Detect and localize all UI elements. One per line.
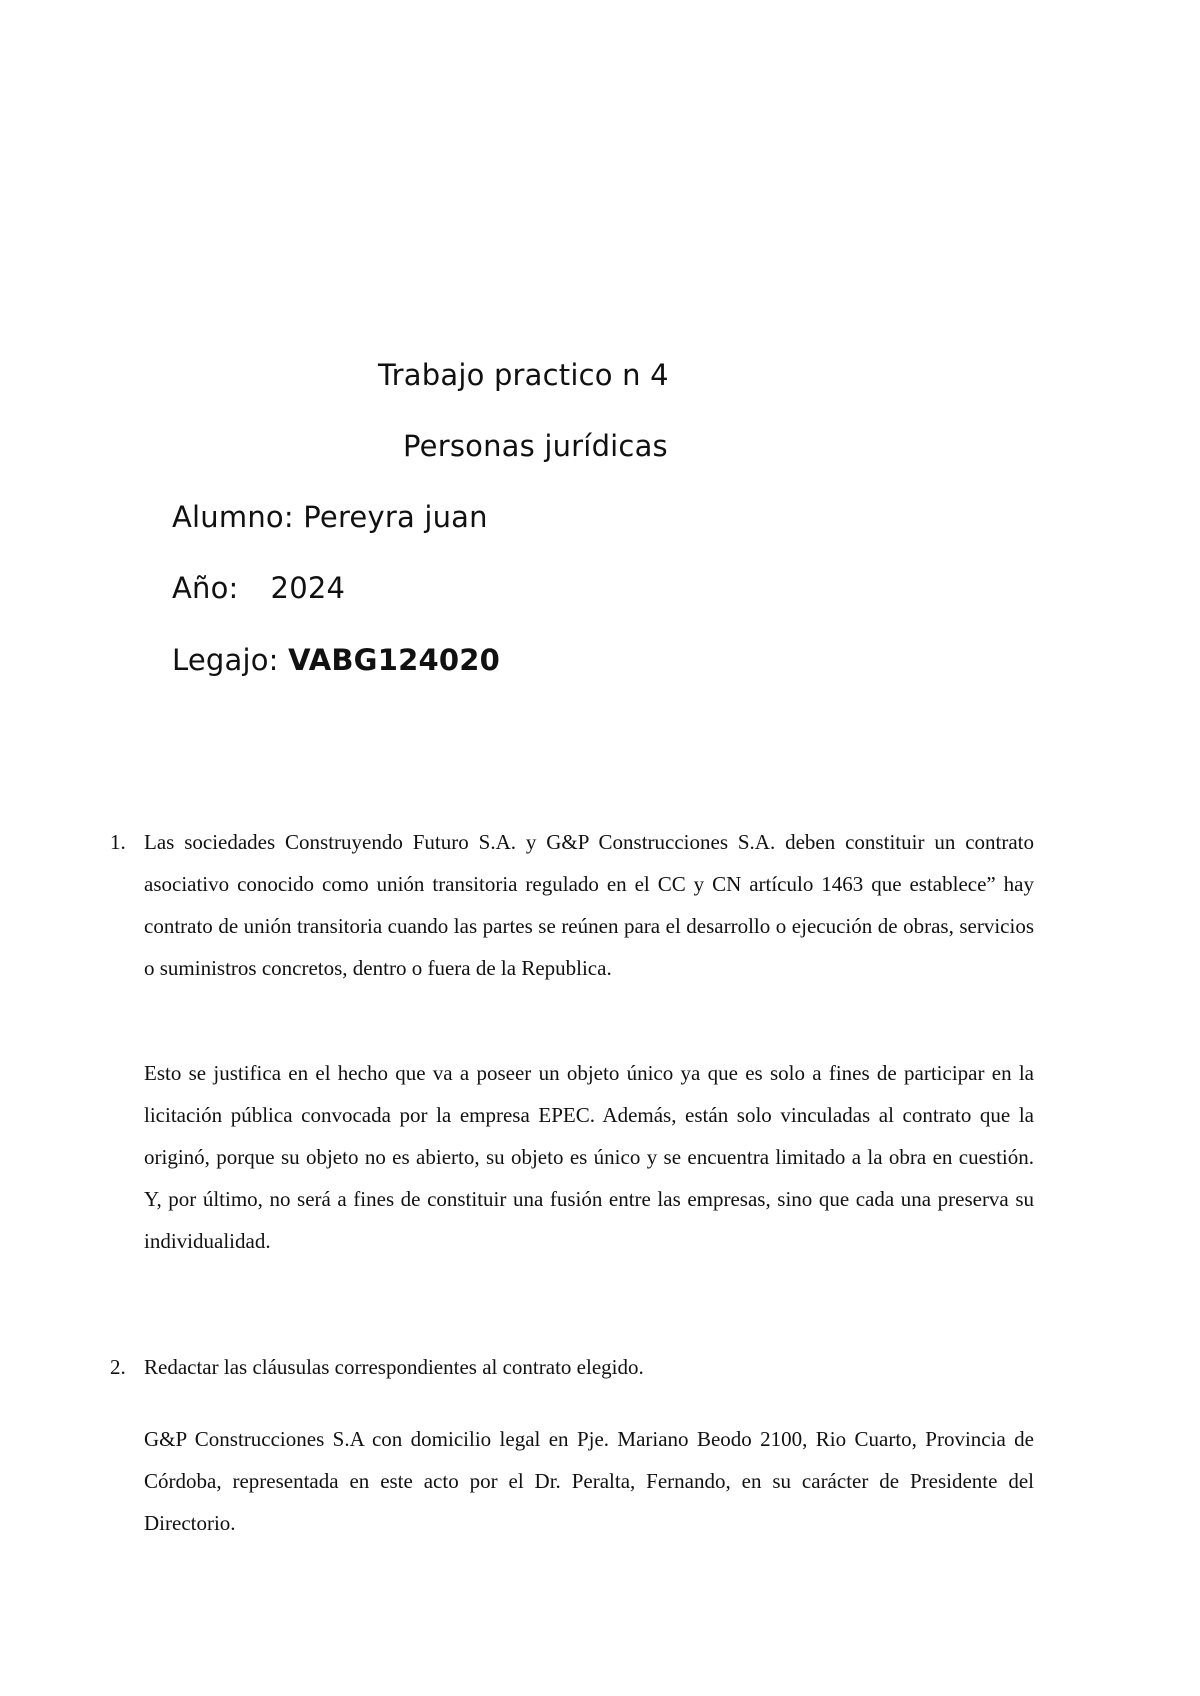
list-number-2: 2.: [110, 1355, 126, 1379]
year-line: [172, 571, 345, 605]
student-name: Pereyra juan: [303, 500, 488, 534]
document-subtitle: Personas jurídicas: [403, 429, 668, 463]
list-item-2-followup: G&P Construcciones S.A con domicilio legal en Pje. Mariano Beodo 2100, Rio Cuarto, Provincia de Córdoba, representada en este acto por el Dr. Peralta, Fernando, en su carácter de Presidente del Directorio.: [144, 1427, 1034, 1535]
legajo-label: Legajo:: [172, 643, 279, 677]
year-value: 2024: [270, 571, 346, 605]
student-line: [172, 500, 488, 534]
year-label: Año:: [172, 571, 239, 605]
list-item-2-text: Redactar las cláusulas correspondientes al contrato elegido.: [144, 1355, 644, 1379]
list-number-1: 1.: [110, 830, 126, 854]
legajo-line: [172, 643, 500, 677]
document-title: Trabajo practico n 4: [378, 358, 669, 392]
legajo-value: VABG124020: [288, 643, 500, 677]
list-item-1-text: Las sociedades Construyendo Futuro S.A. y G&P Construcciones S.A. deben constituir un contrato asociativo conocido como unión transitoria regulado en el CC y CN artículo 1463 que establece” hay contrato de unión transitoria cuando las partes se reúnen para el desarrollo o ejecución de obras, servicios o suministros concretos, dentro o fuera de la Republica.: [144, 830, 1034, 980]
list-item-1-followup: Esto se justifica en el hecho que va a poseer un objeto único ya que es solo a fines de participar en la licitación pública convocada por la empresa EPEC. Además, están solo vinculadas al contrato que la originó, porque su objeto no es abierto, su objeto es único y se encuentra limitado a la obra en cuestión. Y, por último, no será a fines de constituir una fusión entre las empresas, sino que cada una preserva su individualidad.: [144, 1061, 1034, 1253]
student-label: Alumno:: [172, 500, 294, 534]
